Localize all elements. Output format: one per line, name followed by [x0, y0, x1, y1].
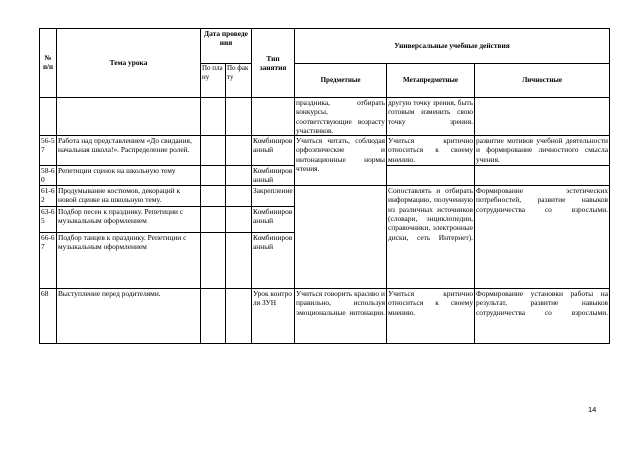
cell-date-fact: [226, 207, 252, 233]
cell-type: Закрепление: [252, 186, 295, 207]
cell-date-plan: [201, 186, 226, 207]
cell-num: 63-65: [40, 207, 57, 233]
table-row: [40, 289, 610, 344]
cell-topic: [57, 98, 201, 136]
header-type: Тип занятия: [252, 29, 295, 98]
cell-date-fact: [226, 233, 252, 289]
header-personal: Личностные: [475, 64, 610, 98]
cell-topic: Выступление перед родителями.: [57, 289, 201, 344]
cell-date-plan: [201, 136, 226, 166]
cell-date-fact: [226, 166, 252, 186]
cell-meta: [387, 166, 475, 186]
table-row: [40, 136, 610, 166]
cell-date-fact: [226, 98, 252, 136]
cell-type: Урок контроля ЗУН: [252, 289, 295, 344]
cell-subject: Учиться читать, соблюдая орфоэпические и интонационные нормы чтения.: [295, 136, 387, 186]
header-uud: Универсальные учебные действия: [295, 29, 610, 64]
header-row: [40, 29, 610, 64]
cell-type: Комбинированный: [252, 166, 295, 186]
table-row: [40, 98, 610, 136]
cell-date-plan: [201, 98, 226, 136]
cell-date-plan: [201, 233, 226, 289]
cell-type: Комбинированный: [252, 207, 295, 233]
cell-meta: Учиться критично относиться к своему мнению.: [387, 289, 475, 344]
header-date-fact: По факту: [226, 64, 252, 98]
cell-subject: праздника, отбирать конкурсы, соответствующие возрасту участников.: [296, 98, 386, 135]
header-num: № п/п: [40, 29, 57, 98]
cell-subject: Учиться говорить красиво и правильно, используя эмоциональные интонации.: [295, 289, 387, 344]
cell-date-fact: [226, 289, 252, 344]
lesson-plan-table: [39, 28, 610, 344]
cell-type: Комбинированный: [252, 233, 295, 289]
cell-date-plan: [201, 289, 226, 344]
header-date-plan: По плану: [201, 64, 226, 98]
cell-num: [40, 98, 57, 136]
header-date: Дата проведения: [201, 29, 252, 64]
cell-topic: Работа над представлением «До свидания, начальная школа!». Распределение ролей.: [57, 136, 201, 166]
cell-num: 66-67: [40, 233, 57, 289]
page-number: 14: [588, 405, 597, 414]
cell-personal: [475, 98, 610, 136]
cell-date-plan: [201, 166, 226, 186]
header-meta: Метапредметные: [387, 64, 475, 98]
cell-num: 68: [40, 289, 57, 344]
header-subject: Предметные: [295, 64, 387, 98]
cell-date-fact: [226, 186, 252, 207]
cell-date-fact: [226, 136, 252, 166]
cell-personal: развитие мотивов учебной деятельности и формирование личностного смысла учения.: [476, 136, 609, 164]
cell-topic: Репетиции сценок на школьную тему: [57, 166, 201, 186]
header-topic: Тема урока: [57, 29, 201, 98]
cell-personal: [475, 166, 610, 186]
cell-num: 61-62: [40, 186, 57, 207]
cell-personal: Формирование установки работы на результат, развитие навыков сотрудничества со взрослыми.: [475, 289, 610, 344]
cell-topic: Подбор танцев к празднику. Репетиции с музыкальным оформлением: [57, 233, 201, 289]
table-row: [40, 186, 610, 207]
cell-meta: Сопоставлять и отбирать информацию, полученную из различных источников (словари, энциклопедии, справочники, электронные диски, сеть Интернет).: [387, 186, 475, 289]
cell-topic: Продумывание костюмов, декораций к новой сценке на школьную тему.: [57, 186, 201, 207]
cell-topic: Подбор песен к празднику. Репетиции с музыкальным оформлением: [57, 207, 201, 233]
cell-meta: Учиться критично относиться к своему мнению.: [388, 136, 474, 164]
cell-personal: Формирование эстетических потребностей, развитие навыков сотрудничества со взрослыми.: [475, 186, 610, 289]
cell-num: 56-57: [40, 136, 57, 166]
cell-type: Комбинированный: [252, 136, 295, 166]
cell-type: [252, 98, 295, 136]
cell-num: 58-60: [41, 166, 55, 185]
cell-date-plan: [201, 207, 226, 233]
cell-meta: другую точку зрения, быть готовым изменить свою точку зрения.: [387, 98, 475, 136]
cell-subject: [295, 186, 387, 289]
